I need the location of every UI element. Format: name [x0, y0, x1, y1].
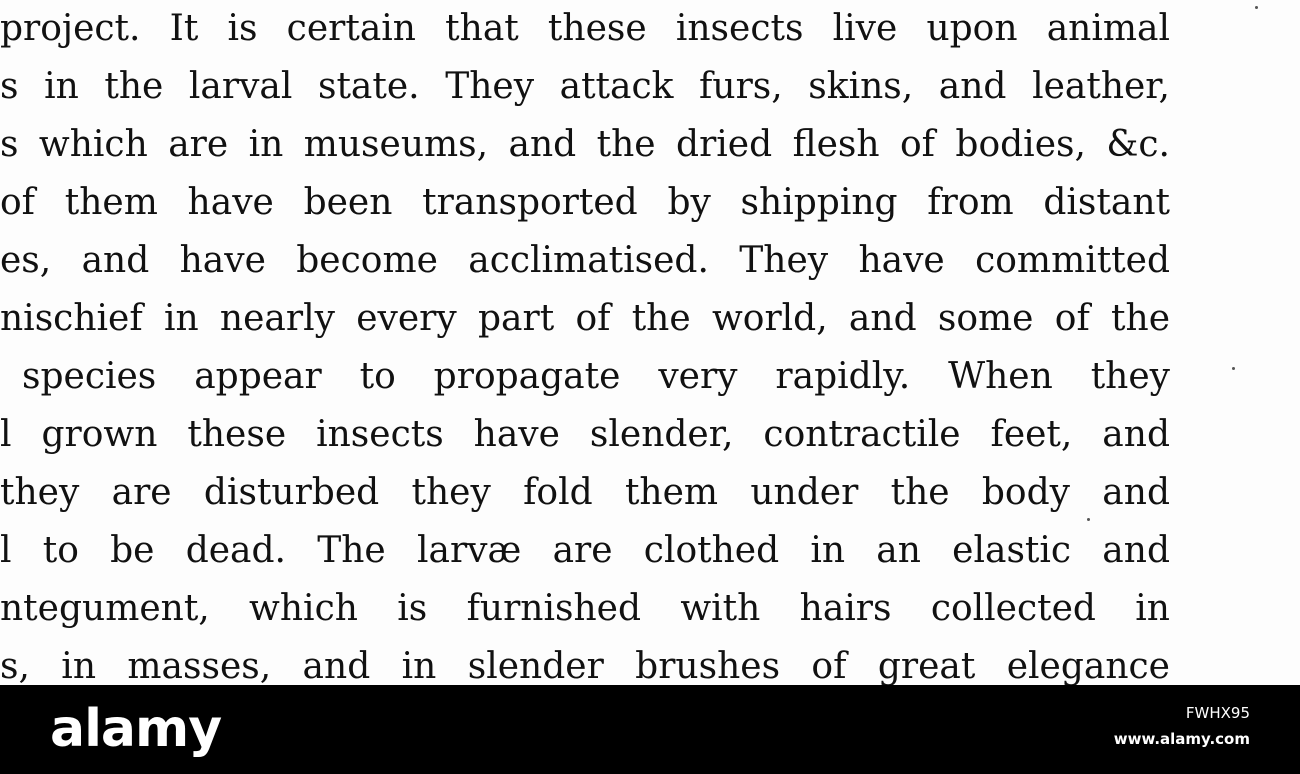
alamy-logo: alamy [50, 699, 222, 759]
text-line: es, and have become acclimatised. They have committed [0, 240, 1170, 281]
text-line: nischief in nearly every part of the world, and some of the [0, 298, 1170, 339]
text-line: ntegument, which is furnished with hairs collected in [0, 588, 1170, 629]
watermark-banner [0, 685, 1300, 774]
text-line: of them have been transported by shipping from distant [0, 182, 1170, 223]
text-line: s in the larval state. They attack furs, skins, and leather, [0, 66, 1170, 107]
text-line: they are disturbed they fold them under the body and [0, 472, 1170, 513]
text-line: s which are in museums, and the dried flesh of bodies, &c. [0, 124, 1170, 165]
site-url: www.alamy.com [1113, 730, 1250, 748]
scan-speck [1087, 518, 1090, 521]
text-line: l grown these insects have slender, contractile feet, and [0, 414, 1170, 455]
text-line: s, in masses, and in slender brushes of great elegance [0, 646, 1170, 685]
image-id: FWHX95 [1185, 704, 1250, 722]
text-line: project. It is certain that these insects live upon animal [0, 8, 1170, 49]
text-line: species appear to propagate very rapidly. When they [22, 356, 1170, 397]
scan-speck [1255, 6, 1258, 9]
text-line: l to be dead. The larvæ are clothed in an elastic and [0, 530, 1170, 571]
scan-speck [1232, 367, 1235, 370]
